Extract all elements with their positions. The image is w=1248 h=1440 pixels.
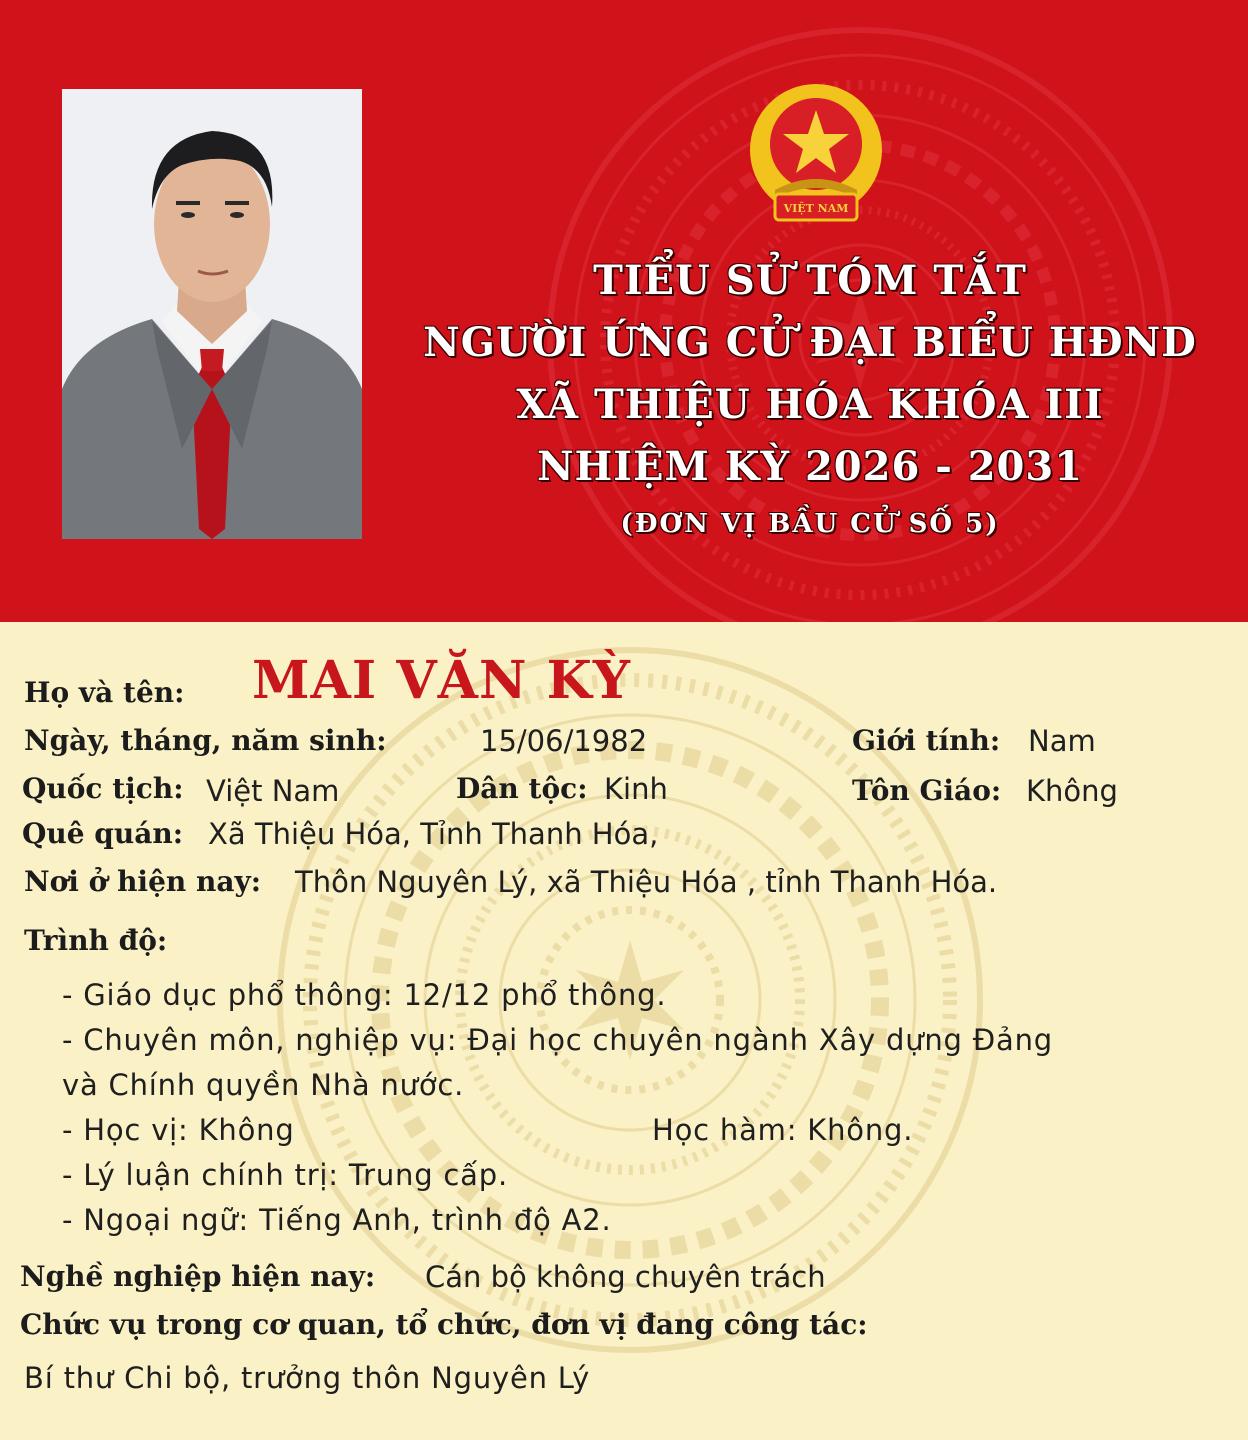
gender-value: Nam xyxy=(1028,724,1096,758)
education-label: Trình độ: xyxy=(24,924,168,957)
education-professional-line2: và Chính quyền Nhà nước. xyxy=(62,1068,465,1102)
dob-label: Ngày, tháng, năm sinh: xyxy=(24,724,387,757)
residence-label: Nơi ở hiện nay: xyxy=(24,865,262,898)
religion-label: Tôn Giáo: xyxy=(852,774,1002,807)
title-subtitle: (ĐƠN VỊ BẦU CỬ SỐ 5) xyxy=(620,509,1000,539)
position-value: Bí thư Chi bộ, trưởng thôn Nguyên Lý xyxy=(24,1361,591,1395)
education-political-theory: - Lý luận chính trị: Trung cấp. xyxy=(62,1158,508,1192)
nationality-label: Quốc tịch: xyxy=(22,772,184,805)
title-block xyxy=(380,250,1240,544)
candidate-photo xyxy=(62,89,362,539)
position-label: Chức vụ trong cơ quan, tổ chức, đơn vị đang công tác: xyxy=(20,1308,868,1341)
title-line-4: NHIỆM KỲ 2026 - 2031 xyxy=(536,443,1084,490)
nationality-value: Việt Nam xyxy=(206,774,340,808)
ethnicity-value: Kinh xyxy=(604,772,668,806)
candidate-name: MAI VĂN KỲ xyxy=(252,650,631,711)
education-general: - Giáo dục phổ thông: 12/12 phổ thông. xyxy=(62,978,667,1012)
residence-value: Thôn Nguyên Lý, xã Thiệu Hóa , tỉnh Thanh Hóa. xyxy=(295,865,998,899)
name-label: Họ và tên: xyxy=(24,676,185,709)
dob-value: 15/06/1982 xyxy=(480,724,648,758)
education-foreign-language: - Ngoại ngữ: Tiếng Anh, trình độ A2. xyxy=(62,1203,612,1237)
ethnicity-label: Dân tộc: xyxy=(456,772,588,805)
national-emblem-icon xyxy=(735,82,897,232)
education-academic-title: Học hàm: Không. xyxy=(652,1113,914,1147)
occupation-label: Nghề nghiệp hiện nay: xyxy=(20,1260,376,1293)
occupation-value: Cán bộ không chuyên trách xyxy=(425,1260,826,1294)
education-degree: - Học vị: Không xyxy=(62,1113,295,1147)
hometown-value: Xã Thiệu Hóa, Tỉnh Thanh Hóa, xyxy=(208,817,659,851)
religion-value: Không xyxy=(1026,774,1118,808)
hometown-label: Quê quán: xyxy=(22,817,184,850)
title-line-3: XÃ THIỆU HÓA KHÓA III xyxy=(516,381,1104,428)
title-line-2: NGƯỜI ỨNG CỬ ĐẠI BIỂU HĐND xyxy=(423,319,1197,366)
gender-label: Giới tính: xyxy=(852,724,1001,757)
title-line-1: TIỂU SỬ TÓM TẮT xyxy=(593,257,1027,304)
education-professional-line1: - Chuyên môn, nghiệp vụ: Đại học chuyên ngành Xây dựng Đảng xyxy=(62,1023,1054,1057)
header-banner xyxy=(0,0,1248,622)
emblem-caption: VIỆT NAM xyxy=(783,202,849,215)
